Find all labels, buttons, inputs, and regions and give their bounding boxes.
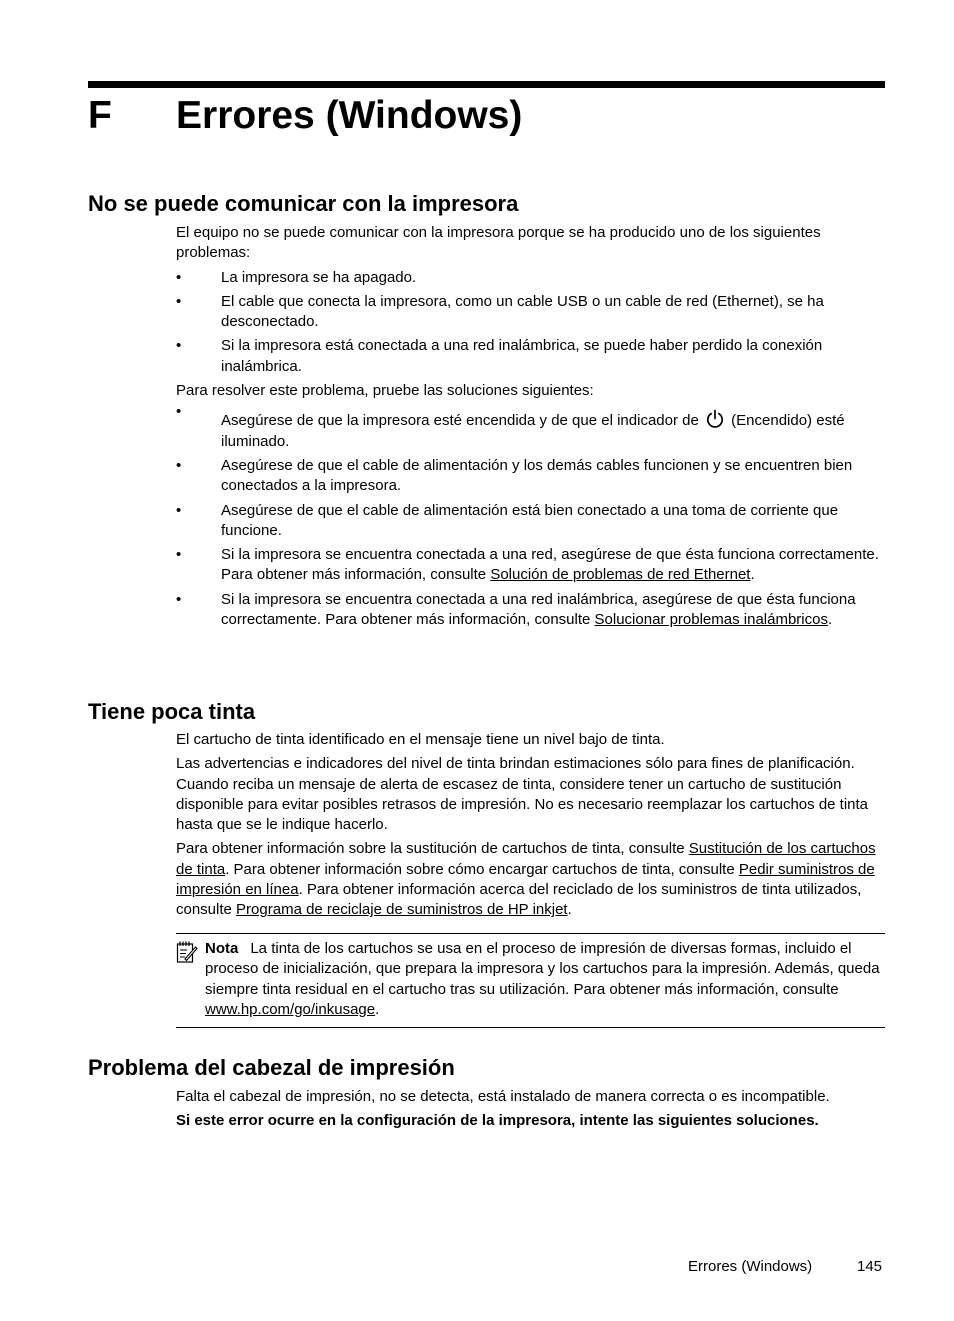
footer-page-number: 145 [857, 1258, 883, 1275]
paragraph: Para obtener información sobre la sustitución de cartuchos de tinta, consulte Sustitución de los cartuchos de tinta. Para obtener información sobre cómo encargar cartuchos de tinta, consulte Pedir suministros de impresión en línea. Para obtener información acerca del reciclado de los suministros de tinta utilizados, consulte Programa de reciclaje de suministros de HP inkjet. [176, 840, 876, 919]
paragraph: Las advertencias e indicadores del nivel de tinta brindan estimaciones sólo para fines de planificación. Cuando reciba un mensaje de alerta de escasez de tinta, considere tener un cartucho de sustitución disponible para evitar posibles retrasos de impresión. No es necesario reemplazar los cartuchos de tinta hasta que se le indique hacerlo. [176, 755, 869, 834]
list-item: • Si la impresora se encuentra conectada a una red, asegúrese de que ésta funciona correctamente. Para obtener más información, consulte Solución de problemas de red Ethernet. [176, 546, 879, 584]
section-heading-low-ink: Tiene poca tinta [88, 699, 256, 724]
list-item: • La impresora se ha apagado. [176, 268, 417, 286]
paragraph: Para resolver este problema, pruebe las soluciones siguientes: [176, 382, 594, 400]
link-order-supplies[interactable]: Pedir suministros de impresión en línea [176, 860, 875, 899]
footer-section-title: Errores (Windows) [688, 1258, 813, 1275]
paragraph: El cartucho de tinta identificado en el mensaje tiene un nivel bajo de tinta. [176, 731, 665, 748]
chapter-rule [88, 81, 885, 88]
list-item: • Asegúrese de que el cable de alimentación y los demás cables funcionen y se encuentren bien conectados a la impresora. [176, 456, 853, 495]
note-icon [176, 940, 198, 964]
section-body-printhead [176, 1087, 885, 1136]
paragraph-bold: Si este error ocurre en la configuración de la impresora, intente las siguientes soluciones. [176, 1112, 819, 1130]
paragraph: El equipo no se puede comunicar con la impresora porque se ha producido uno de los siguientes problemas: [176, 224, 821, 262]
note-text: Nota La tinta de los cartuchos se usa en el proceso de impresión de diversas formas, incluido el proceso de inicialización, que prepara la impresora y los cartuchos para la impresión. Además, queda siempre tinta residual en el cartucho tras su utilización. Para obtener más información, consulte www.hp.com/go/inkusage. [205, 940, 880, 1018]
note-box [176, 933, 885, 1028]
chapter-title: Errores (Windows) [176, 94, 523, 137]
section-body-low-ink [176, 730, 885, 925]
link-recycling-program[interactable]: Programa de reciclaje de suministros de HP inkjet [236, 901, 568, 919]
section-heading-communication: No se puede comunicar con la impresora [88, 191, 519, 216]
chapter-letter: F [88, 94, 112, 137]
section-heading-printhead: Problema del cabezal de impresión [88, 1055, 455, 1080]
link-replace-cartridges[interactable]: Sustitución de los cartuchos de tinta [176, 840, 876, 878]
list-item: • Si la impresora se encuentra conectada a una red inalámbrica, asegúrese de que ésta funciona correctamente. Para obtener más información, consulte Solucionar problemas inalámbricos. [176, 590, 856, 629]
list-item: • Asegúrese de que la impresora esté encendida y de que el indicador de (Encendido) esté iluminado. [176, 403, 845, 450]
link-wireless-troubleshooting[interactable]: Solucionar problemas inalámbricos [594, 611, 828, 629]
list-item: • Si la impresora está conectada a una red inalámbrica, se puede haber perdido la conexión inalámbrica. [176, 337, 823, 375]
note-label: Nota [205, 940, 239, 957]
link-ethernet-troubleshooting[interactable]: Solución de problemas de red Ethernet [490, 566, 751, 584]
power-icon [705, 409, 725, 429]
list-item: • El cable que conecta la impresora, como un cable USB o un cable de red (Ethernet), se ha desconectado. [176, 292, 824, 331]
section-body-communication [176, 223, 885, 634]
list-item: • Asegúrese de que el cable de alimentación está bien conectado a una toma de corriente que funcione. [176, 501, 839, 539]
paragraph: Falta el cabezal de impresión, no se detecta, está instalado de manera correcta o es incompatible. [176, 1088, 830, 1105]
link-inkusage[interactable]: www.hp.com/go/inkusage [205, 1000, 376, 1018]
